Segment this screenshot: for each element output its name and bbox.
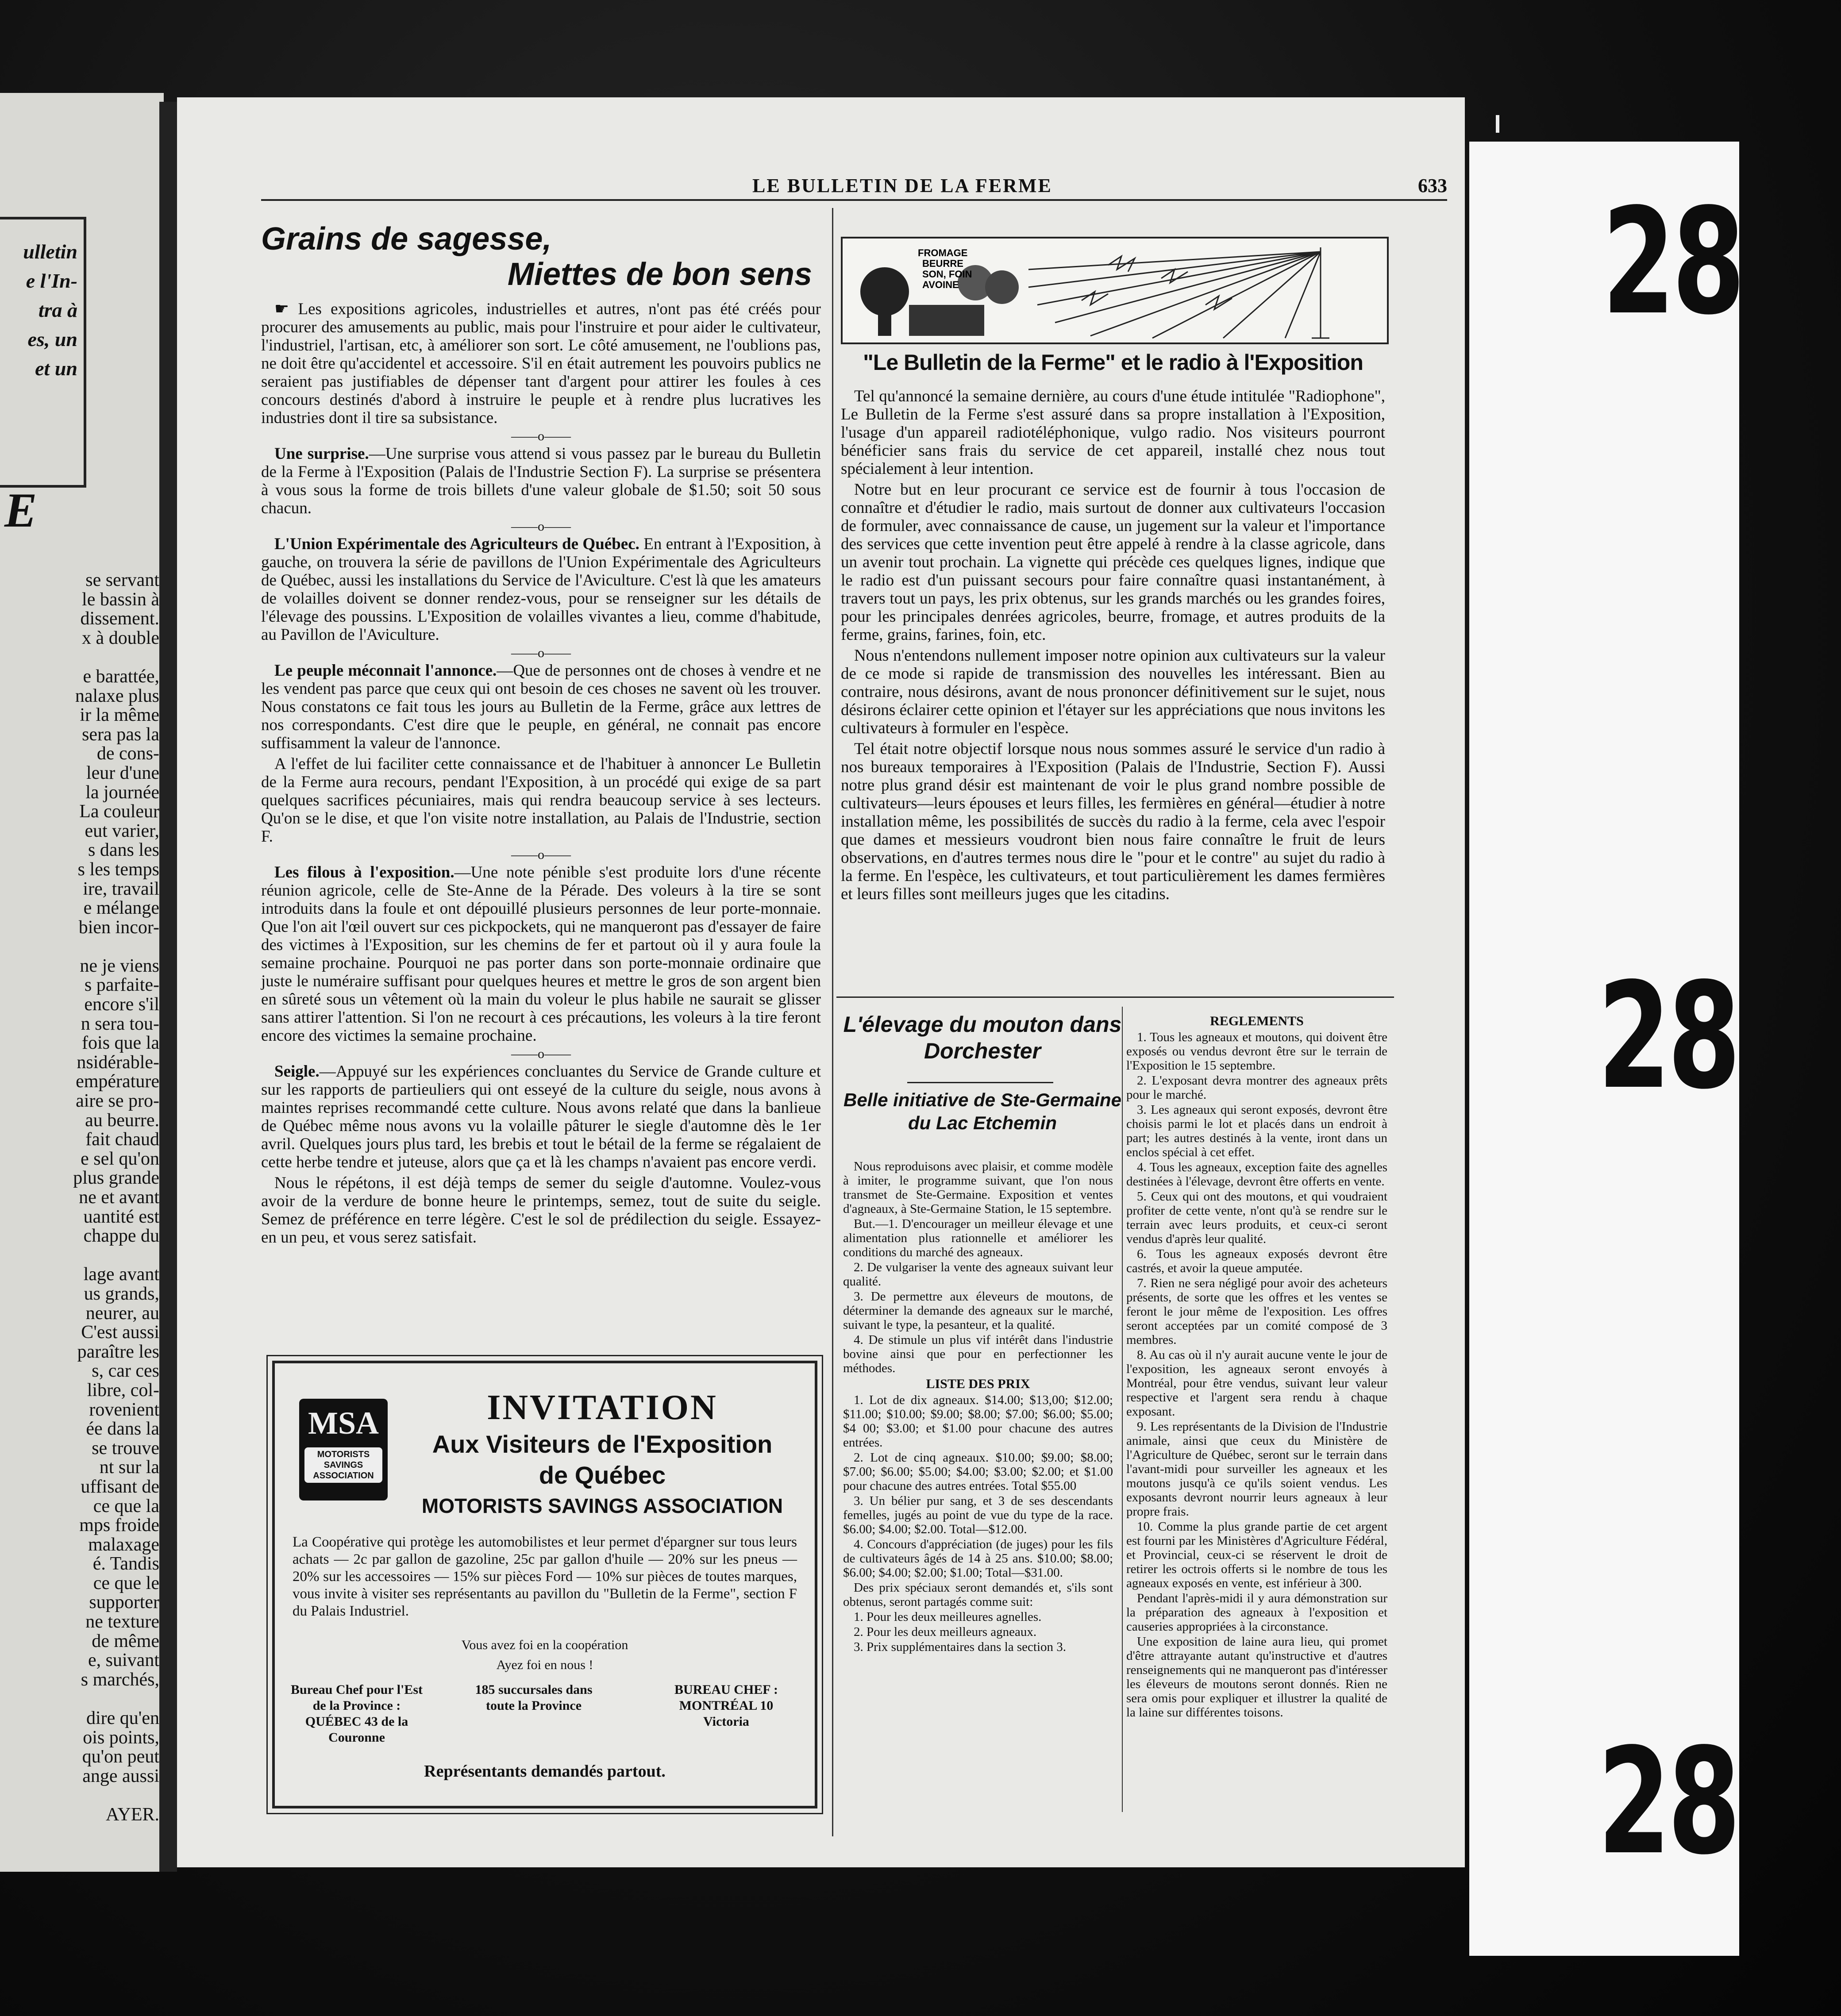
separator: ——o—— [511,847,571,862]
article-radio [841,387,1385,906]
left-text-line: lage avant [83,1264,159,1285]
page-number: 633 [1418,175,1447,196]
rule-item: 4. Tous les agneaux, exception faite des agnelles destinées à l'élevage, devront être offerts en vente. [1126,1160,1387,1189]
ad-body: La Coopérative qui protège les automobilistes et leur permet d'épargner sur tous leurs achats — 2c par gallon de gazoline, 25c par gallon d'huile — 20% sur les pneus — 20% sur les accessoires — 15% sur pièces Ford — 10% sur pièces de toutes marques, vous invite à visiter ses représentants au pavillon du "Bulletin de la Ferme", section F du Palais Industriel. [293,1534,797,1619]
illus-label: SON, FOIN [922,269,972,280]
left-text-line: é. Tandis [92,1554,159,1574]
left-text-line: libre, col- [87,1380,159,1400]
paragraph-text: Les expositions agricoles, industrielles et autres, n'ont pas été créés pour procurer des amusements au public, mais pour l'instruire et pour aider le cultivateur, l'industriel, l'artisan, etc, à améliorer son sort. Le côté amusement, ne l'oublions pas, ne doit être qu'accidentel et accessoire. S'il en était autrement les pouvoirs publics ne seraient pas justifiables de dépenser tant d'argent pour attirer les foules à ces concours destinés d'abord à instruire le peuple et à rendre plus lucratives les industries dont il tire sa subsistance. [261,300,821,427]
left-text-line: ir la même [80,705,159,726]
paragraph-text: A l'effet de lui faciliter cette connaissance et de l'habituer à annoncer Le Bulletin de la Ferme aura recours, pendant l'Exposition, à un procédé qui exige de sa part quelques sacrifices pécuniaires, mais qui rendra beaucoup service à ses lecteurs. Qu'on se le dise, et que l'on visite notre installation, au Palais de l'Industrie, section F. [261,755,821,846]
left-text-line: ée dans la [86,1419,159,1439]
left-text-line: ce que la [93,1496,159,1516]
paragraph-text: —Appuyé sur les expériences concluantes du Service de Grande culture et sur les rapports de partieuliers qui ont esseyé de la culture du seigle, nous avons à maintes reprises recommandé cette culture. Nous avons relaté que dans la banlieue de Québec même nous avons vu la volaille pâturer le siegle d'automne dès le 1er avril. Quelques jours plus tard, les brebis et tout le bétail de la ferme se régalaient de cette herbe tendre et juteuse, alors que ça et là les champs n'avaient pas encore verdi. [261,1062,821,1171]
logo-mark: MSA [308,1405,379,1441]
paragraph [261,300,821,427]
left-text-line: s, car ces [92,1361,159,1381]
article-mouton-reglements [1126,1012,1387,1720]
left-text-line: La couleur [79,801,159,822]
paragraph [261,662,821,752]
paragraph-lead: Seigle. [274,1062,320,1081]
paragraph: Tel qu'annoncé la semaine dernière, au cours d'une étude intitulée "Radiophone", Le Bulletin de la Ferme s'est assuré dans sa propre installation à l'Exposition, l'usage d'un appareil radiotéléphonique, vulgo radio. Nos visiteurs pourront bénéficier sans frais du service de cet appareil, installé chez nous tout spécialement à leur intention. [841,387,1385,478]
column-rule [832,208,833,1836]
left-text-line: ne je viens [80,955,159,976]
left-text-line: supporter [89,1592,159,1613]
left-text-line: e mélange [83,898,159,919]
ad-footer: Représentants demandés partout. [424,1762,666,1781]
illus-label: BEURRE [922,258,963,269]
illus-label: AVOINE [922,279,959,290]
prize-item: 2. Lot de cinq agneaux. $10.00; $9.00; $8.00; $7.00; $6.00; $5.00; $4.00; $3.00; $2.00; et $1.00 pour chacune des autres entrées. Total $55.00 [843,1450,1113,1493]
left-text-line [0,1689,159,1709]
left-big-letter: E [4,483,37,537]
left-text-line: le bassin à [82,589,159,610]
advertisement-box [272,1361,817,1808]
left-text-line: ois points, [83,1727,159,1748]
left-text-line: paraître les [77,1341,159,1362]
ad-office-quebec: Bureau Chef pour l'Est de la Province : QUÉBEC 43 de la Couronne [290,1682,423,1745]
article-title-line1: Grains de sagesse, [261,221,552,257]
separator: ——o—— [511,1046,571,1061]
ad-company-name: MOTORISTS SAVINGS ASSOCIATION [421,1494,783,1517]
left-text-line: nsidérable- [77,1052,159,1073]
left-text-line: AYER. [106,1804,159,1825]
left-text-line: rovenient [89,1399,159,1420]
paragraph: Nous n'entendons nullement imposer notre opinion aux cultivateurs sur la valeur de ce mode si rapide de transmission des nouvelles les intéressant. Bien au contraire, nous désirons, avant de nous prononcer définitivement sur le sujet, nous désirons éclairer cette opinion et l'étayer sur les appréciations que nous invitons les cultivateurs à formuler en l'espèce. [841,646,1385,737]
page-header [261,177,1447,201]
ad-office-montreal: BUREAU CHEF : MONTRÉAL 10 Victoria [674,1682,778,1729]
title-rule [907,1082,1053,1083]
paragraph [261,535,821,644]
left-text-line: dissement. [80,608,159,629]
left-page-fragment [0,93,164,1872]
article-title-radio: "Le Bulletin de la Ferme" et le radio à l'Exposition [863,350,1363,375]
left-text-line: plus grande [73,1168,159,1189]
left-text-line: ce que le [93,1573,159,1593]
ad-branches: 185 succursales dans toute la Province [475,1682,593,1713]
frame-number: 28 [1598,951,1738,1121]
left-text-line [0,1786,159,1805]
rule-item: 5. Ceux qui ont des moutons, et qui voudraient profiter de cette vente, n'ont qu'à se rendre sur le terrain avec leurs produits, et ceux-ci seront vendus d'après leur qualité. [1126,1189,1387,1246]
paragraph-lead: Les filous à l'exposition. [274,863,454,881]
prize-item: 4. Concours d'appréciation (de juges) pour les fils de cultivateurs âgés de 14 à 25 ans. $10.00; $8.00; $6.00; $4.00; $2.00; $1.00; Total—$31.00. [843,1537,1113,1580]
left-text-line [0,648,159,667]
left-text-line: se servant [85,570,159,590]
rule-item: 7. Rien ne sera négligé pour avoir des acheteurs présents, de sorte que les offres et les ventes se feront le jour même de l'exposition. Les offres seront acceptées par un comité composé de 3 membres. [1126,1276,1387,1347]
left-text-line: s parfaite- [84,975,159,996]
logo-text: MOTORISTS SAVINGS ASSOCIATION [304,1447,382,1483]
rule-item: 1. Tous les agneaux et moutons, qui doivent être exposés ou vendus devront être sur le terrain de l'Exposition le 15 septembre. [1126,1030,1387,1073]
left-text-line: leur d'une [86,762,159,783]
radio-illustration [841,237,1389,344]
separator: ——o—— [511,646,571,660]
left-text-line: us grands, [84,1283,159,1304]
paragraph-lead: Une surprise. [274,445,369,463]
left-text-line: chappe du [83,1226,159,1247]
section-heading: REGLEMENTS [1210,1014,1304,1028]
section-heading: LISTE DES PRIX [926,1377,1030,1391]
paragraph-lead: L'Union Expérimentale des Agriculteurs de Québec. [274,535,639,553]
prize-item: 3. Un bélier pur sang, et 3 de ses descendants femelles, jugés au point de vue du type de la race. $6.00; $4.00; $2.00. Total—$12.00. [843,1494,1113,1536]
rule-item: 3. Les agneaux qui seront exposés, devront être choisis parmi le lot et placés dans un endroit à part; les autres destinés à la vente, iront dans un enclos spécial à cet effet. [1126,1103,1387,1159]
left-box-line: e l'In- [26,269,77,292]
ad-tagline: Vous avez foi en la coopération [461,1638,628,1652]
rule-item: 10. Comme la plus grande partie de cet argent est fourni par les Ministères d'Agriculture Fédéral, et Provincial, ceux-ci se réservent le droit de retirer les octrois offerts si le nombre de tous les agneaux exposés en vente, est inférieur à 300. [1126,1520,1387,1590]
left-box-line: et un [35,357,77,380]
left-text-line: la journée [85,782,159,803]
left-text-line: ire, travail [83,878,159,899]
left-text-line: s les temps [77,859,159,880]
paragraph-text: —Une surprise vous attend si vous passez par le bureau du Bulletin de la Ferme à l'Exposition (Palais de l'Industrie Section F). La surprise se présentera à vous sous la forme de trois billets d'une valeur globale de $1.50; soit 50 sous chacun. [261,445,821,517]
paragraph-lead: Le peuple méconnait l'annonce. [274,662,497,680]
paragraph-text: —Une note pénible s'est produite lors d'une récente réunion agricole, celle de Ste-Anne de la Pérade. Des voleurs à la tire se sont introduits dans la foule et ont dépouillé plusieurs personnes de leur porte-monnaie. Que l'on ait l'œil ouvert sur ces pickpockets, qui ne manqueront pas d'essayer de faire des victimes à l'Exposition, sur les chemins de fer et partout où il y aura foule la semaine prochaine. Pourquoi ne pas porter dans son porte-monnaie ordinaire que juste le numéraire suffisant pour quelques heures et mettre le gros de son argent bien en sûreté sous un vêtement où la main du voleur le plus habile ne saurait se glisser sans attirer l'attention. Si l'on ne recourt à ces précautions, les voleurs à la tire feront encore des victimes la semaine prochaine. [261,863,821,1045]
left-text-line: de cons- [96,743,159,764]
left-text-line: e barattée, [83,666,159,687]
article-title-mouton: L'élevage du mouton dans Dorchester [843,1012,1122,1063]
paragraph-text: Nous le répétons, il est déjà temps de semer du seigle d'automne. Voulez-vous avoir de la verdure de bonne heure le printemps, semez, tout de suite du seigle. Semez de préférence en terre légère. C'est le sol de prédilection du seigle. Essayez-en un peu, et vous serez satisfait. [261,1174,821,1247]
paragraph [261,755,821,846]
ad-subtitle: de Québec [539,1461,666,1489]
left-text-line [0,1246,159,1266]
left-text-line: qu'on peut [82,1747,159,1767]
paragraph: 2. De vulgariser la vente des agneaux suivant leur qualité. [843,1260,1113,1289]
paragraph: 4. De stimule un plus vif intérêt dans l'industrie bovine ainsi que pour en perfectionner les méthodes. [843,1333,1113,1375]
left-text-line: de même [92,1631,159,1651]
left-text-line: e, suivant [88,1650,159,1671]
frame-number: 28 [1602,177,1742,347]
left-box-line: ulletin [23,240,77,263]
separator: ——o—— [511,519,571,534]
paragraph-text: En entrant à l'Exposition, à gauche, on trouvera la série de pavillons de l'Union Expérimentale des Agriculteurs de Québec, aussi les installations du Service de l'Aviculture. C'est là que les amateurs de volailles doivent se donner rendez-vous, pour se renseigner sur les détails de l'élevage des poussins. L'Exposition de volailles vivantes a lieu, comme d'habitude, au Pavillon de l'Aviculture. [261,535,821,644]
left-text-line: bien incor- [78,917,159,938]
article-title-line2: Miettes de bon sens [507,257,812,292]
left-text-line: encore s'il [84,994,159,1015]
paragraph [261,445,821,517]
prize-item: 2. Pour les deux meilleurs agneaux. [854,1625,1037,1639]
strip-tick [1496,115,1499,133]
left-text-line: sera pas la [82,724,159,745]
paragraph: Nous reproduisons avec plaisir, et comme modèle à imiter, le programme suivant, que l'on nous transmet de Ste-Germaine. Exposition et ventes d'agneaux, à Ste-Germaine Station, le 15 septembre. [843,1159,1113,1216]
newspaper-page [177,97,1465,1867]
illus-label: FROMAGE [918,247,968,258]
left-text-line: nt sur la [99,1457,159,1478]
paragraph-text: —Que de personnes ont de choses à vendre et ne les vendent pas parce que ceux qui ont besoin de ces choses ne savent où les trouver. Nous constatons ce fait tous les jours au Bulletin de la Ferme, grâce aux lettres de nos correspondants. C'est dire que le peuple, en général, ne connait pas encore suffisamment la valeur de l'annonce. [261,662,821,752]
left-text-line: empérature [76,1071,159,1092]
paragraph: Notre but en leur procurant ce service est de fournir à tous l'occasion de connaître et d'étudier le radio, mais surtout de donner aux cultivateurs l'occasion de formuler, avec connaissance de cause, un jugement sur la valeur et l'importance des services que cette invention peut être appelé à rendre à la classe agricole, dans un avenir tout prochain. La vignette qui précède ces quelques lignes, indique que le radio est d'un puissant secours pour faire connaître quasi instantanément, à travers tout un pays, les prix obtenus, sur les grands marchés ou les grandes foires, pour les principales denrées agricoles, beurre, fromage, et autres produits de la ferme, grains, farines, foin, etc. [841,481,1385,644]
left-text-line: aire se pro- [76,1091,159,1112]
left-text-line: eut varier, [85,820,159,841]
rule-item: Une exposition de laine aura lieu, qui promet d'être attrayante autant qu'instructive et d'autres renseignements qui ne manqueront pas d'intéresser les éleveurs de moutons seront donnés. Rien ne sera omis pour expliquer et illustrer la qualité de la laine sur différentes toisons. [1126,1635,1387,1720]
left-text-line: uffisant de [81,1476,159,1497]
page-binding [159,102,177,1872]
left-text-line: fait chaud [85,1129,159,1150]
frame-number: 28 [1598,1717,1738,1887]
left-text-line [0,937,159,957]
paragraph [261,863,821,1045]
paragraph: 3. De permettre aux éleveurs de moutons, de déterminer la demande des agneaux sur le marché, suivant le type, la pesanteur, et la qualité. [843,1289,1113,1332]
left-text-column [0,571,159,1825]
left-text-line: fois que la [82,1033,159,1054]
rule-item: 9. Les représentants de la Division de l'Industrie animale, ainsi que ceux du Ministère de l'Agriculture de Québec, seront sur le terrain dans l'avant-midi pour surveiller les agneaux et les moutons jusqu'à ce qu'ils soient vendus. Les exposants devront nourrir leurs agneaux à leur propre frais. [1126,1420,1387,1519]
left-text-line: se trouve [92,1438,159,1458]
pointing-hand-icon: ☛ [274,300,289,318]
left-text-line: n sera tou- [81,1013,159,1034]
left-text-line: ange aussi [82,1766,159,1786]
article-mouton-col1 [843,1159,1113,1655]
left-text-line: mps froide [79,1515,159,1536]
prize-item: 3. Prix supplémentaires dans la section 3. [854,1640,1067,1654]
rule-item: Pendant l'après-midi il y aura démonstration sur la préparation des agneaux à l'exposition et causeries appropriées à la circonstance. [1126,1591,1387,1634]
left-text-line: au beurre. [85,1110,159,1131]
rule-item: 6. Tous les agneaux exposés devront être castrés, et avoir la queue amputée. [1126,1247,1387,1275]
left-text-line: ne et avant [79,1187,159,1208]
page-header-title: LE BULLETIN DE LA FERME [752,175,1052,196]
horizontal-rule [836,996,1394,998]
left-text-line: C'est aussi [81,1322,159,1343]
paragraph [261,1062,821,1171]
ad-tagline: Ayez foi en nous ! [496,1658,593,1672]
left-text-line: uantité est [83,1206,159,1227]
msa-logo [299,1399,388,1500]
left-box-line: es, un [27,328,77,350]
rule-item: 8. Au cas où il n'y aurait aucune vente le jour de l'exposition, les agneaux seront envoyés à Montréal, pour être vendus, suivant leur valeur respective et l'argent sera rendu à chaque exposant. [1126,1348,1387,1419]
prize-item: 1. Lot de dix agneaux. $14.00; $13,00; $12.00; $11.00; $10.00; $9.00; $8.00; $7.00; $6.00; $5.00; $4 00; $3.00; et $1.00 pour chacune des autres entrées. [843,1393,1113,1450]
article-grains-de-sagesse [261,221,821,1249]
left-box-line: tra à [38,299,77,321]
paragraph: Tel était notre objectif lorsque nous nous sommes assuré le service d'un radio à nos bureaux temporaires à l'Exposition (Palais de l'Industrie, Section F). Aussi notre plus grand désir est maintenant de voir le plus grand nombre possible de cultivateurs—leurs épouses et leurs filles, les fermières en général—étudier à notre installation même, les possibilités de succès du radio à la ferme, cela avec l'espoir que dames et messieurs voudront bien nous faire connaître le fruit de leurs observations, en d'autres termes nous dire le "pour et le contre" au sujet du radio à la ferme. En l'espèce, les cultivateurs, et tout particulièrement les dames fermières et leurs filles sont meilleurs juges que les citadins. [841,740,1385,903]
left-text-line: e sel qu'on [81,1148,159,1169]
radio-broadcast-illustration [843,239,1387,342]
rule-item: 2. L'exposant devra montrer des agneaux prêts pour le marché. [1126,1073,1387,1102]
ad-title: INVITATION [487,1388,718,1427]
column-rule [1122,1007,1123,1812]
prize-item: 1. Pour les deux meilleures agnelles. [854,1610,1042,1624]
left-text-line: s marchés, [81,1669,159,1690]
left-text-line: ne texture [85,1612,159,1632]
left-text-line: s dans les [88,840,159,861]
prize-item: Des prix spéciaux seront demandés et, s'ils sont obtenus, seront partagés comme suit: [843,1581,1113,1609]
left-text-line: dire qu'en [86,1708,159,1729]
paragraph [261,1174,821,1247]
article-subtitle-mouton: Belle initiative de Ste-Germaine du Lac Etchemin [843,1089,1121,1133]
left-text-line: x à double [82,627,159,648]
ad-subtitle: Aux Visiteurs de l'Exposition [432,1430,773,1458]
left-text-line: malaxage [88,1534,159,1555]
left-text-line: nalaxe plus [75,685,159,706]
paragraph: But.—1. D'encourager un meilleur élevage et une alimentation plus rationnelle et améliorer les conditions du marché des agneaux. [843,1217,1113,1259]
left-boxed-text [0,217,86,488]
separator: ——o—— [511,429,571,443]
left-text-line: neurer, au [85,1303,159,1323]
